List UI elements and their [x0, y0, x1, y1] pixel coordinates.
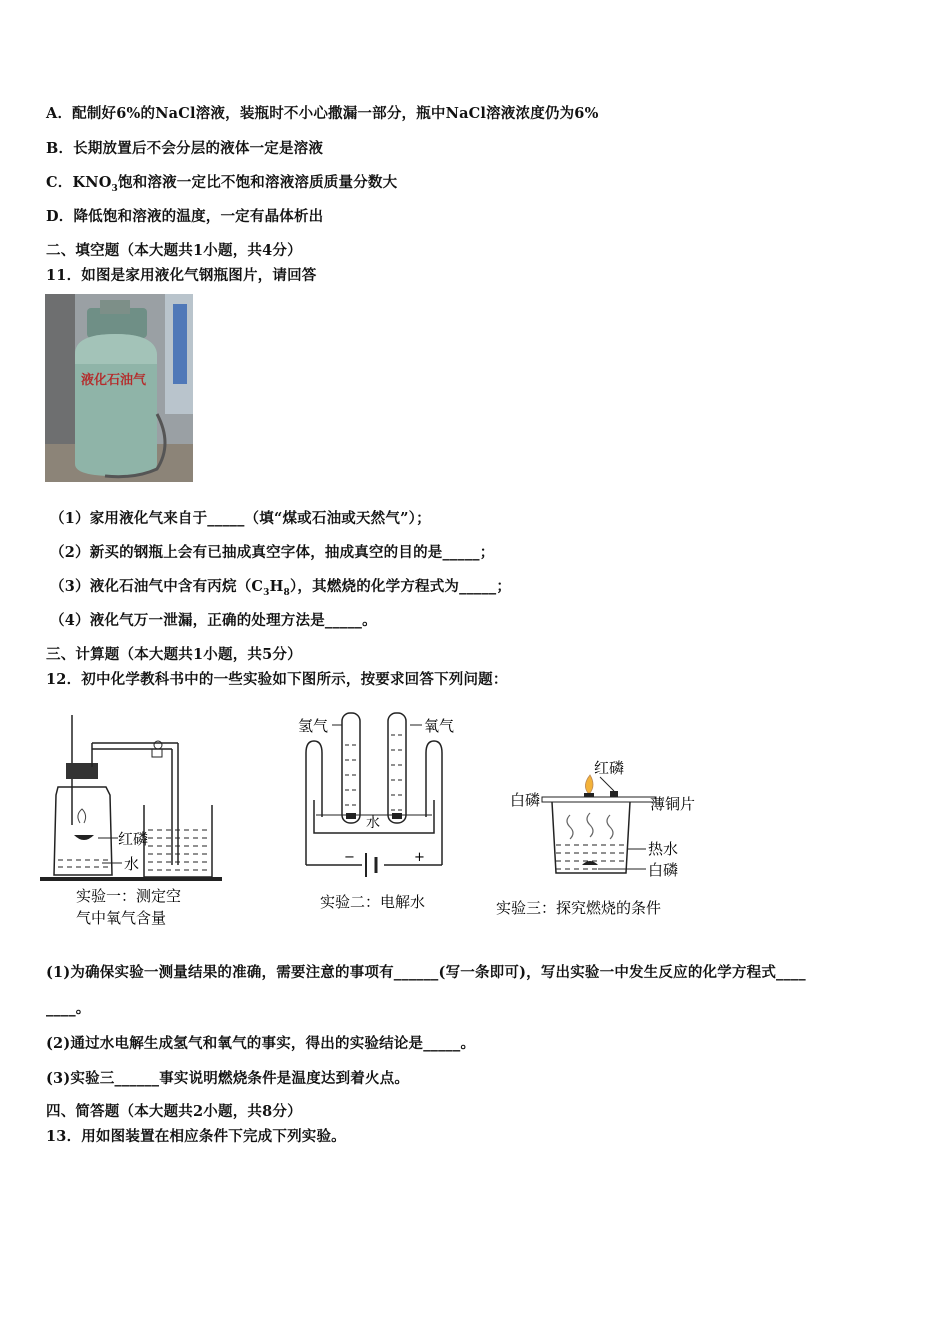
exp3-white-phosphorus-top-label: 白磷: [510, 791, 541, 809]
exp2-oxygen-label: 氧气: [424, 717, 455, 735]
exp3-caption: 实验三：探究燃烧的条件: [496, 899, 662, 917]
q12-sub3: (3)实验三______事实说明燃烧条件是温度达到着火点。: [46, 1070, 410, 1087]
q11-sub3: （3）液化石油气中含有丙烷$(C_3H_8)$，其燃烧的化学方程式为_____；: [50, 578, 512, 598]
q10-option-b: B．长期放置后不会分层的液体一定是溶液: [46, 140, 324, 157]
exp2-minus-sign: −: [344, 850, 355, 865]
exp2-hydrogen-label: 氢气: [298, 717, 329, 735]
exp3-copper-sheet-label: 薄铜片: [650, 795, 696, 813]
q10-option-d: D．降低饱和溶液的温度，一定有晶体析出: [46, 208, 324, 225]
experiment3-figure: [490, 705, 720, 925]
exp1-red-phosphorus-label: 红磷: [118, 830, 149, 848]
exp1-caption-line1: 实验一：测定空: [76, 887, 182, 905]
exp1-caption-line2: 气中氧气含量: [76, 909, 167, 927]
q11-stem: 11．如图是家用液化气钢瓶图片，请回答: [46, 267, 317, 284]
section4-header: 四、简答题（本大题共2小题，共8分）: [46, 1103, 302, 1120]
q11-sub4: （4）液化气万一泄漏，正确的处理方法是_____。: [50, 612, 377, 629]
exp2-water-label: 水: [366, 815, 380, 831]
q10-option-a: A．配制好6%的NaCl溶液，装瓶时不小心撒漏一部分，瓶中NaCl溶液浓度仍为6%: [46, 105, 599, 122]
experiment2-figure: [292, 705, 472, 925]
q11-sub2: （2）新买的钢瓶上会有已抽成真空字体，抽成真空的目的是_____；: [50, 544, 495, 561]
q13-stem: 13．用如图装置在相应条件下完成下列实验。: [46, 1128, 346, 1145]
experiment1-figure: [40, 705, 240, 935]
exp2-caption: 实验二：电解水: [320, 893, 426, 911]
exp1-water-label: 水: [124, 855, 140, 873]
q12-sub2: (2)通过水电解生成氢气和氧气的事实，得出的实验结论是_____。: [46, 1035, 476, 1052]
q12-stem: 12．初中化学教科书中的一些实验如下图所示，按要求回答下列问题：: [46, 671, 508, 688]
section3-header: 三、计算题（本大题共1小题，共5分）: [46, 646, 302, 663]
lpg-label-text: 液化石油气: [81, 373, 147, 388]
lpg-cylinder-photo: [45, 294, 193, 482]
q12-sub1-b: ____。: [46, 1000, 91, 1017]
q11-sub1: （1）家用液化气来自于_____（填“煤或石油或天然气”）；: [50, 510, 431, 527]
exp3-red-phosphorus-label: 红磷: [594, 759, 625, 777]
exp3-white-phosphorus-bottom-label: 白磷: [648, 861, 679, 879]
exp2-plus-sign: +: [414, 850, 425, 865]
section2-header: 二、填空题（本大题共1小题，共4分）: [46, 242, 302, 259]
q10-option-c: C．$KNO_3$饱和溶液一定比不饱和溶液溶质质量分数大: [46, 174, 398, 194]
q12-sub1-a: (1)为确保实验一测量结果的准确，需要注意的事项有______(写一条即可)，写出实验一中发生反应的化学方程式____: [46, 964, 806, 981]
exp3-hot-water-label: 热水: [648, 840, 679, 858]
